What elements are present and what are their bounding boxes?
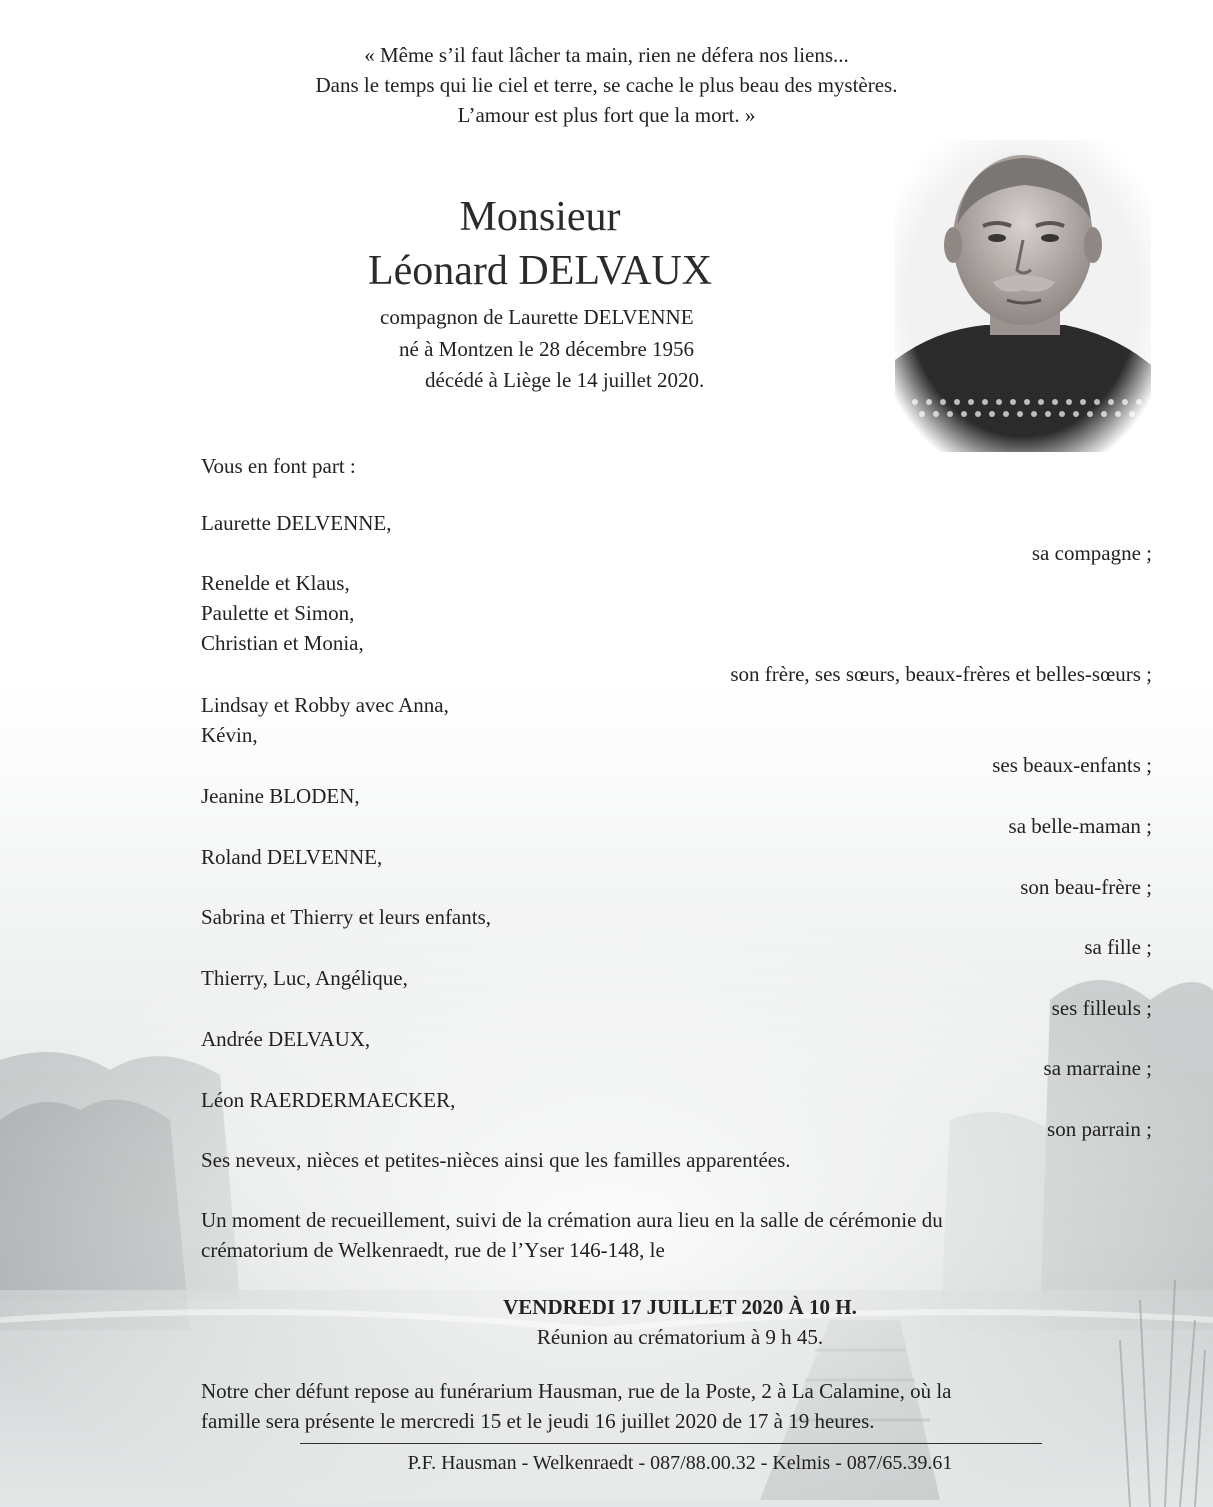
visitation-line-1: Notre cher défunt repose au funérarium Hausman, rue de la Poste, 2 à La Calamine, où la xyxy=(201,1379,952,1403)
deceased-name: Léonard DELVAUX xyxy=(367,248,713,294)
quote-line-3: L’amour est plus fort que la mort. » xyxy=(457,103,756,127)
family-member-name: Lindsay et Robby avec Anna, xyxy=(201,693,449,717)
ceremony-line-2: crématorium de Welkenraedt, rue de l’Yser 146-148, le xyxy=(201,1238,665,1262)
family-member-name: Paulette et Simon, xyxy=(201,601,355,625)
family-relation: ses filleuls ; xyxy=(1051,996,1152,1020)
quote-line-2: Dans le temps qui lie ciel et terre, se cache le plus beau des mystères. xyxy=(315,73,898,97)
family-relation: sa marraine ; xyxy=(1043,1056,1152,1080)
death-line: décédé à Liège le 14 juillet 2020. xyxy=(425,368,705,392)
family-relation: son beau-frère ; xyxy=(1020,875,1152,899)
footer-divider xyxy=(300,1443,1042,1444)
family-relation: sa compagne ; xyxy=(1031,541,1152,565)
family-relation: ses beaux-enfants ; xyxy=(992,753,1152,777)
portrait-photo xyxy=(895,140,1151,452)
quote-line-1: « Même s’il faut lâcher ta main, rien ne défera nos liens... xyxy=(364,43,849,67)
family-member-name: Léon RAERDERMAECKER, xyxy=(201,1088,456,1112)
family-relation: sa belle-maman ; xyxy=(1008,814,1152,838)
family-relation: son parrain ; xyxy=(1047,1117,1152,1141)
civility-heading: Monsieur xyxy=(459,194,621,240)
family-member-name: Andrée DELVAUX, xyxy=(201,1027,371,1051)
birth-line: né à Montzen le 28 décembre 1956 xyxy=(399,337,695,361)
ceremony-meeting-time: Réunion au crématorium à 9 h 45. xyxy=(536,1325,824,1349)
family-member-name: Roland DELVENNE, xyxy=(201,845,383,869)
family-member-name: Christian et Monia, xyxy=(201,631,364,655)
funeral-home-footer: P.F. Hausman - Welkenraedt - 087/88.00.32 - Kelmis - 087/65.39.61 xyxy=(407,1452,953,1474)
family-member-name: Renelde et Klaus, xyxy=(201,571,350,595)
family-member-name: Jeanine BLODEN, xyxy=(201,784,360,808)
ceremony-date: VENDREDI 17 JUILLET 2020 À 10 H. xyxy=(503,1295,857,1319)
companion-line: compagnon de Laurette DELVENNE xyxy=(380,305,694,329)
family-member-name: Sabrina et Thierry et leurs enfants, xyxy=(201,905,492,929)
announcement-intro: Vous en font part : xyxy=(201,454,356,478)
family-member-name: Kévin, xyxy=(201,723,258,747)
family-member-name: Thierry, Luc, Angélique, xyxy=(201,966,408,990)
family-member-name: Laurette DELVENNE, xyxy=(201,511,392,535)
family-relation: sa fille ; xyxy=(1084,935,1152,959)
epigraph-quote xyxy=(0,40,1213,130)
family-relation: son frère, ses sœurs, beaux-frères et belles-sœurs ; xyxy=(730,662,1152,686)
ceremony-line-1: Un moment de recueillement, suivi de la crémation aura lieu en la salle de cérémonie du xyxy=(201,1208,943,1232)
extended-family-line: Ses neveux, nièces et petites-nièces ainsi que les familles apparentées. xyxy=(201,1148,791,1172)
visitation-line-2: famille sera présente le mercredi 15 et le jeudi 16 juillet 2020 de 17 à 19 heures. xyxy=(201,1409,875,1433)
